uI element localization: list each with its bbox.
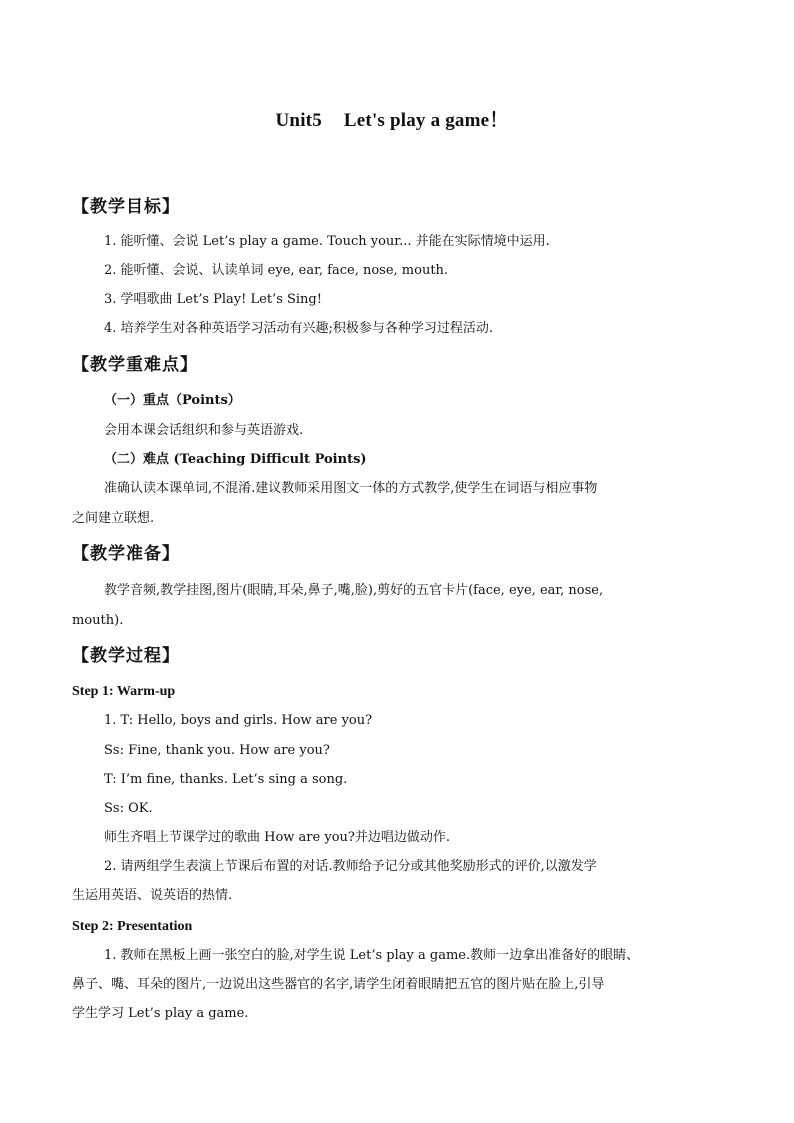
step2-line: 鼻子、嘴、耳朵的图片,一边说出这些器官的名字,请学生闭着眼睛把五官的图片贴在脸上,引导 xyxy=(72,977,605,992)
unit-name: Let's play a game！ xyxy=(343,110,509,131)
preparation-line1: 教学音频,教学挂图,图片(眼睛,耳朵,鼻子,嘴,脸),剪好的五官卡片(face, eye, ear, nose, xyxy=(104,583,604,598)
key-points-sub1: （一）重点（Points） xyxy=(104,393,241,408)
objective-item-4: 4. 培养学生对各种英语学习活动有兴趣;积极参与各种学习过程活动. xyxy=(104,321,494,336)
step1-line: 生运用英语、说英语的热情. xyxy=(72,888,233,903)
step1-line: T: I’m fine, thanks. Let’s sing a song. xyxy=(104,772,348,787)
step1-line: 师生齐唱上节课学过的歌曲 How are you?并边唱边做动作. xyxy=(104,830,450,845)
objective-item-2: 2. 能听懂、会说、认读单词 eye, ear, face, nose, mouth. xyxy=(104,263,449,278)
step2-line: 学生学习 Let’s play a game. xyxy=(72,1006,249,1021)
preparation-line2: mouth). xyxy=(72,613,124,628)
objective-item-1: 1. 能听懂、会说 Let’s play a game. Touch your... 并能在实际情境中运用. xyxy=(104,234,550,249)
document-title xyxy=(0,105,784,132)
objective-item-3: 3. 学唱歌曲 Let’s Play! Let’s Sing! xyxy=(104,292,322,307)
objectives-heading: 【教学目标】 xyxy=(72,197,180,217)
key-points-text2-line2: 之间建立联想. xyxy=(72,511,155,526)
step1-title: Step 1: Warm-up xyxy=(72,684,176,699)
step1-line: 2. 请两组学生表演上节课后布置的对话.教师给予记分或其他奖励形式的评价,以激发学 xyxy=(104,859,597,874)
key-points-sub2: （二）难点 (Teaching Difficult Points) xyxy=(104,452,367,467)
step1-line: Ss: OK. xyxy=(104,801,153,816)
unit-label: Unit5 xyxy=(275,110,322,131)
process-heading: 【教学过程】 xyxy=(72,646,180,666)
key-points-text2-line1: 准确认读本课单词,不混淆.建议教师采用图文一体的方式教学,使学生在词语与相应事物 xyxy=(104,481,598,496)
preparation-heading: 【教学准备】 xyxy=(72,544,180,564)
key-points-heading: 【教学重难点】 xyxy=(72,355,198,375)
step1-line: Ss: Fine, thank you. How are you? xyxy=(104,743,330,758)
step1-line: 1. T: Hello, boys and girls. How are you? xyxy=(104,713,373,728)
step2-line: 1. 教师在黑板上画一张空白的脸,对学生说 Let’s play a game.教师一边拿出准备好的眼睛、 xyxy=(104,948,640,963)
key-points-text1: 会用本课会话组织和参与英语游戏. xyxy=(104,423,304,438)
step2-title: Step 2: Presentation xyxy=(72,919,193,934)
